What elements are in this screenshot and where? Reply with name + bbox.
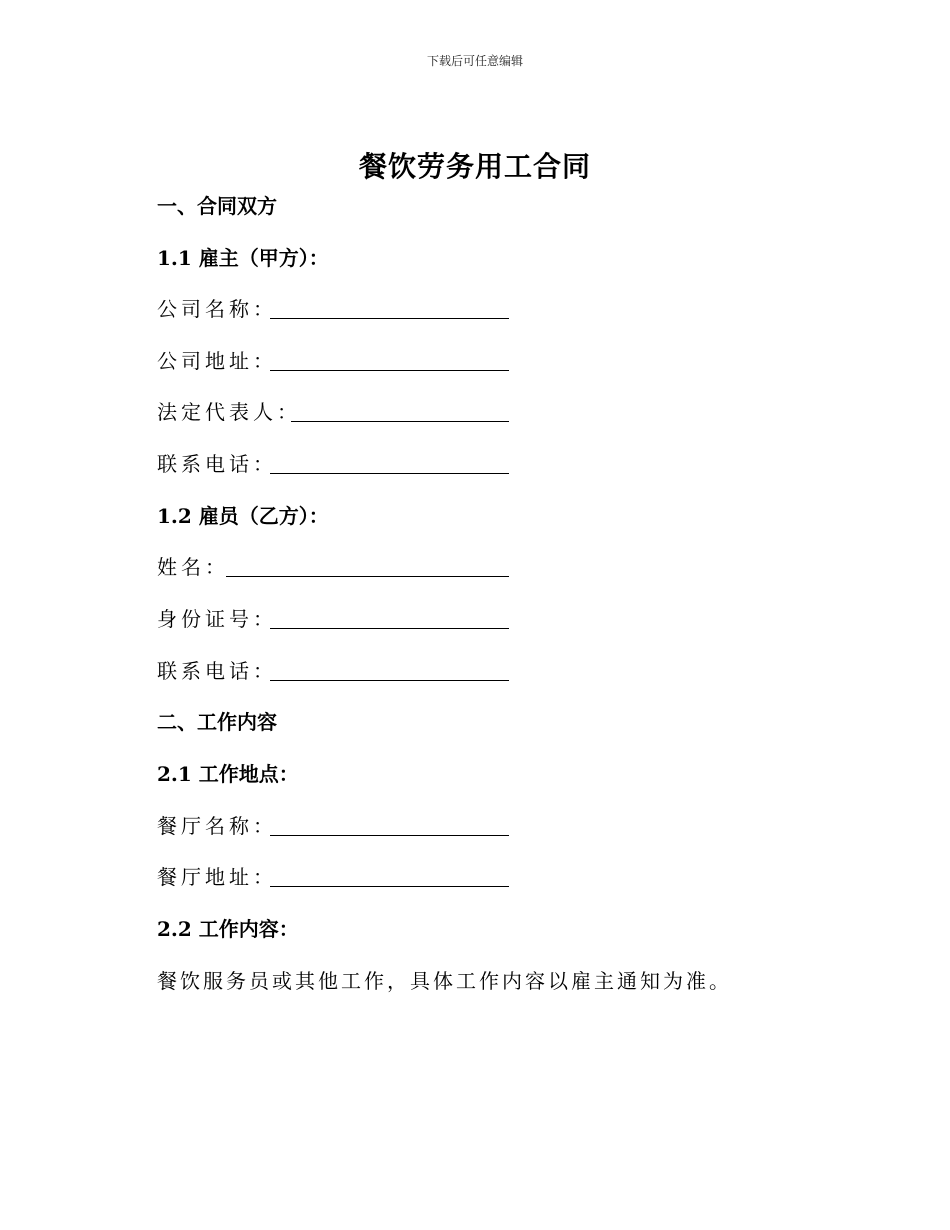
legal-representative-label: 法定代表人： — [157, 400, 301, 424]
work-content-heading: 2.2 工作内容： — [157, 917, 299, 941]
company-address-blank[interactable] — [270, 370, 509, 371]
restaurant-address-label: 餐厅地址： — [157, 865, 277, 889]
employer-heading: 1.1 雇主（甲方）： — [157, 246, 329, 270]
section-2-heading: 二、工作内容 — [157, 710, 277, 734]
employee-phone-blank[interactable] — [270, 680, 509, 681]
employer-phone-label: 联系电话： — [157, 452, 277, 476]
work-location-heading: 2.1 工作地点： — [157, 762, 299, 786]
company-name-blank[interactable] — [270, 318, 509, 319]
document-title: 餐饮劳务用工合同 — [358, 150, 591, 183]
work-content-text: 餐饮服务员或其他工作，具体工作内容以雇主通知为准。 — [157, 969, 732, 993]
id-number-blank[interactable] — [270, 628, 509, 629]
restaurant-address-blank[interactable] — [270, 886, 509, 887]
restaurant-name-label: 餐厅名称： — [157, 814, 277, 838]
legal-representative-blank[interactable] — [291, 421, 509, 422]
header-note: 下载后可任意编辑 — [426, 54, 523, 68]
section-1-heading: 一、合同双方 — [157, 194, 277, 218]
company-name-label: 公司名称： — [157, 297, 277, 321]
employee-name-label: 姓名： — [157, 555, 229, 579]
employee-heading: 1.2 雇员（乙方）： — [157, 504, 329, 528]
restaurant-name-blank[interactable] — [270, 835, 509, 836]
employee-name-blank[interactable] — [226, 576, 509, 577]
id-number-label: 身份证号： — [157, 607, 277, 631]
company-address-label: 公司地址： — [157, 349, 277, 373]
employee-phone-label: 联系电话： — [157, 659, 277, 683]
employer-phone-blank[interactable] — [270, 473, 509, 474]
